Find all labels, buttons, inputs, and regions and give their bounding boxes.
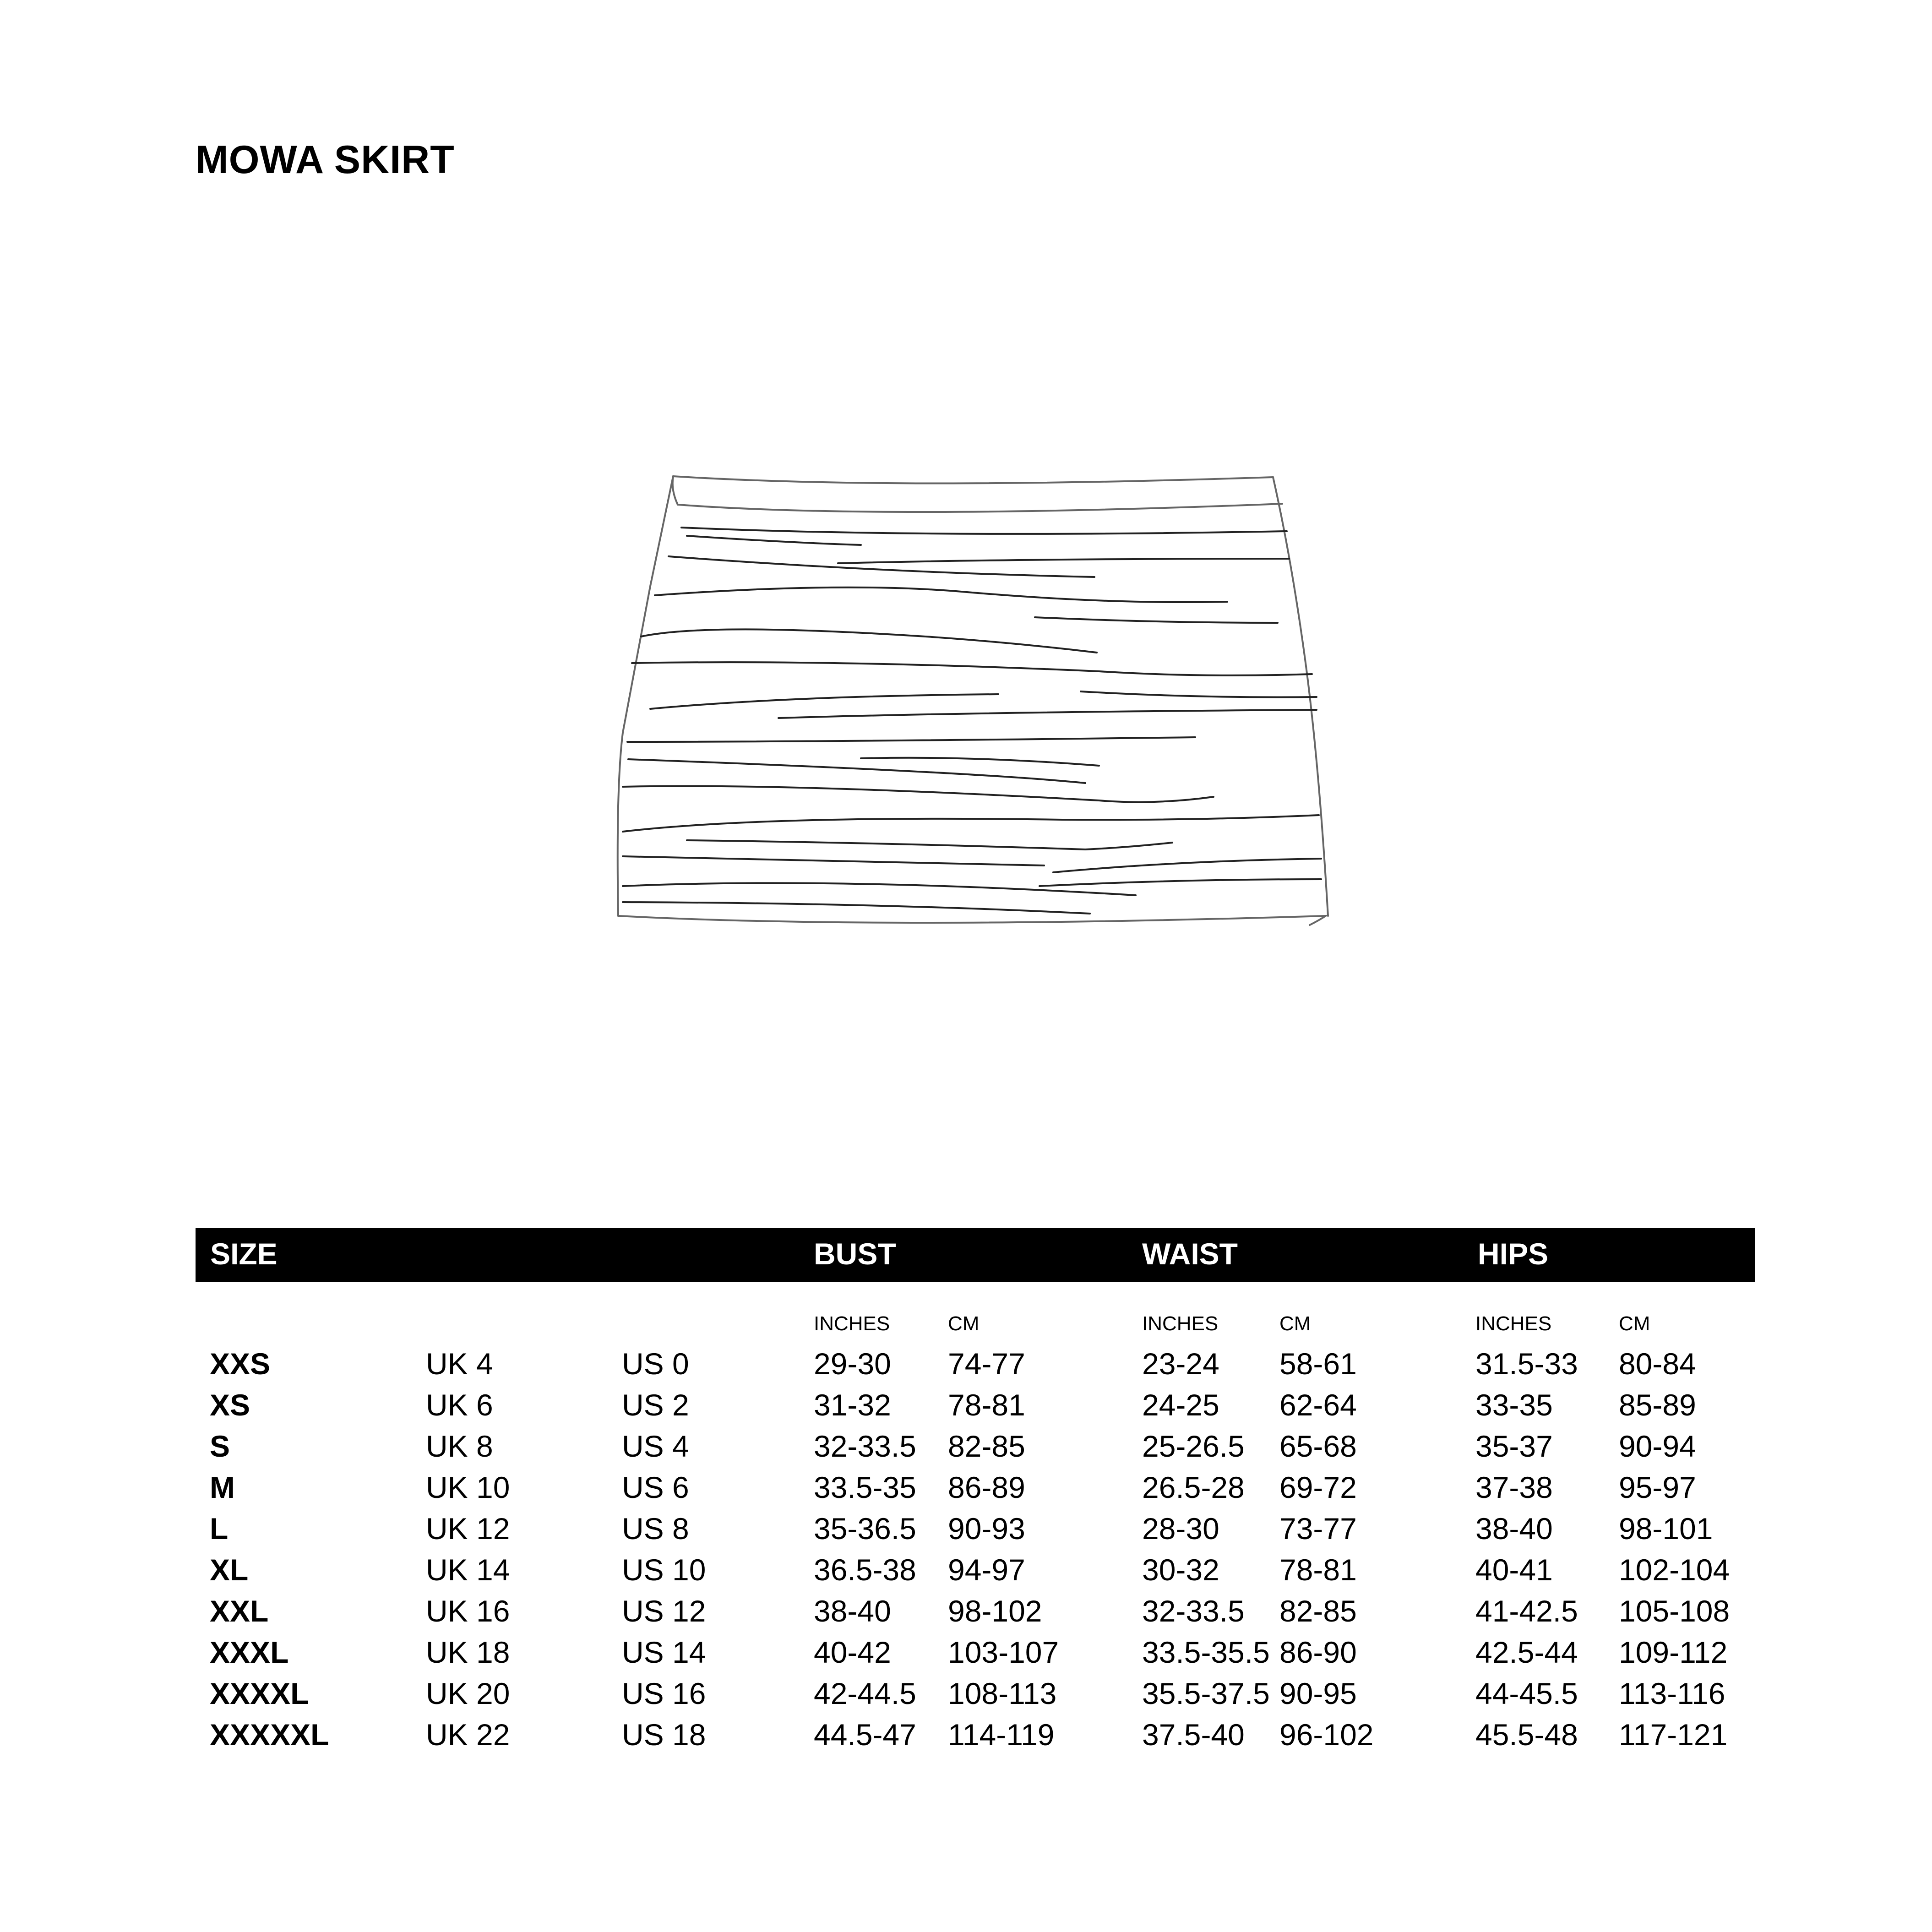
cell-waist-cm: 58-61 [1279,1347,1357,1381]
cell-size: M [210,1470,235,1504]
cell-waist-inches: 23-24 [1142,1347,1219,1381]
cell-size: XXXL [210,1635,289,1669]
cell-waist-inches: 35.5-37.5 [1142,1676,1270,1710]
cell-hips-inches: 35-37 [1475,1429,1553,1463]
cell-bust-cm: 90-93 [948,1512,1025,1546]
cell-size: XXXXL [210,1676,309,1710]
cell-bust-cm: 74-77 [948,1347,1025,1381]
cell-size: XL [210,1553,249,1587]
cell-hips-cm: 95-97 [1619,1470,1696,1504]
cell-hips-inches: 41-42.5 [1475,1594,1578,1628]
cell-hips-inches: 38-40 [1475,1512,1553,1546]
table-row [0,1346,1932,1388]
subheader-hips-inches: INCHES [1475,1312,1552,1335]
cell-size: XXL [210,1594,269,1628]
cell-uk: UK 22 [426,1718,510,1752]
header-size: SIZE [210,1237,278,1271]
cell-waist-cm: 62-64 [1279,1388,1357,1422]
cell-bust-cm: 108-113 [948,1676,1057,1710]
cell-hips-cm: 80-84 [1619,1347,1696,1381]
cell-uk: UK 18 [426,1635,510,1669]
cell-hips-inches: 37-38 [1475,1470,1553,1504]
subheader-bust-cm: CM [948,1312,980,1335]
cell-waist-inches: 26.5-28 [1142,1470,1245,1504]
cell-us: US 16 [622,1676,706,1710]
cell-us: US 12 [622,1594,706,1628]
cell-hips-inches: 44-45.5 [1475,1676,1578,1710]
cell-waist-inches: 28-30 [1142,1512,1219,1546]
cell-bust-cm: 98-102 [948,1594,1042,1628]
cell-us: US 8 [622,1512,689,1546]
cell-bust-inches: 36.5-38 [814,1553,916,1587]
cell-waist-cm: 69-72 [1279,1470,1357,1504]
subheader-waist-inches: INCHES [1142,1312,1219,1335]
cell-hips-inches: 33-35 [1475,1388,1553,1422]
cell-waist-inches: 25-26.5 [1142,1429,1245,1463]
cell-hips-inches: 40-41 [1475,1553,1553,1587]
cell-bust-inches: 42-44.5 [814,1676,916,1710]
cell-bust-inches: 32-33.5 [814,1429,916,1463]
size-chart-header [196,1228,1755,1282]
header-bust: BUST [814,1237,896,1271]
table-row [0,1429,1932,1470]
cell-bust-inches: 29-30 [814,1347,891,1381]
cell-hips-inches: 42.5-44 [1475,1635,1578,1669]
skirt-sketch-illustration [604,467,1346,943]
cell-waist-cm: 86-90 [1279,1635,1357,1669]
cell-size: L [210,1512,229,1546]
cell-uk: UK 6 [426,1388,493,1422]
cell-hips-cm: 98-101 [1619,1512,1713,1546]
cell-uk: UK 10 [426,1470,510,1504]
cell-waist-inches: 30-32 [1142,1553,1219,1587]
cell-waist-cm: 82-85 [1279,1594,1357,1628]
page-title: MOWA SKIRT [196,138,455,182]
cell-hips-cm: 90-94 [1619,1429,1696,1463]
cell-waist-inches: 37.5-40 [1142,1718,1245,1752]
cell-us: US 2 [622,1388,689,1422]
cell-waist-cm: 90-95 [1279,1676,1357,1710]
table-row [0,1552,1932,1594]
cell-bust-inches: 44.5-47 [814,1718,916,1752]
cell-bust-inches: 31-32 [814,1388,891,1422]
cell-waist-cm: 96-102 [1279,1718,1374,1752]
table-row [0,1717,1932,1758]
header-waist: WAIST [1142,1237,1238,1271]
cell-waist-inches: 32-33.5 [1142,1594,1245,1628]
cell-us: US 4 [622,1429,689,1463]
cell-hips-cm: 113-116 [1619,1676,1725,1710]
header-hips: HIPS [1478,1237,1549,1271]
cell-bust-inches: 38-40 [814,1594,891,1628]
cell-size: XXS [210,1347,271,1381]
cell-uk: UK 16 [426,1594,510,1628]
cell-hips-cm: 109-112 [1619,1635,1728,1669]
table-row [0,1635,1932,1676]
cell-uk: UK 14 [426,1553,510,1587]
subheader-waist-cm: CM [1279,1312,1311,1335]
table-row [0,1676,1932,1717]
cell-hips-cm: 105-108 [1619,1594,1730,1628]
cell-bust-cm: 86-89 [948,1470,1025,1504]
cell-us: US 10 [622,1553,706,1587]
cell-hips-cm: 117-121 [1619,1718,1728,1752]
table-row [0,1511,1932,1552]
cell-waist-cm: 78-81 [1279,1553,1357,1587]
cell-bust-inches: 40-42 [814,1635,891,1669]
cell-size: S [210,1429,230,1463]
cell-hips-cm: 102-104 [1619,1553,1730,1587]
cell-uk: UK 4 [426,1347,493,1381]
cell-uk: UK 20 [426,1676,510,1710]
cell-waist-cm: 73-77 [1279,1512,1357,1546]
cell-uk: UK 12 [426,1512,510,1546]
cell-bust-cm: 114-119 [948,1718,1055,1752]
table-row [0,1470,1932,1511]
subheader-bust-inches: INCHES [814,1312,890,1335]
subheader-hips-cm: CM [1619,1312,1650,1335]
cell-waist-inches: 33.5-35.5 [1142,1635,1270,1669]
cell-us: US 18 [622,1718,706,1752]
cell-waist-cm: 65-68 [1279,1429,1357,1463]
cell-bust-cm: 103-107 [948,1635,1059,1669]
cell-hips-cm: 85-89 [1619,1388,1696,1422]
cell-size: XS [210,1388,250,1422]
cell-us: US 14 [622,1635,706,1669]
table-row [0,1594,1932,1635]
cell-bust-inches: 33.5-35 [814,1470,916,1504]
cell-bust-cm: 94-97 [948,1553,1025,1587]
cell-uk: UK 8 [426,1429,493,1463]
cell-hips-inches: 31.5-33 [1475,1347,1578,1381]
table-row [0,1388,1932,1429]
cell-us: US 6 [622,1470,689,1504]
cell-us: US 0 [622,1347,689,1381]
cell-bust-inches: 35-36.5 [814,1512,916,1546]
cell-bust-cm: 82-85 [948,1429,1025,1463]
cell-hips-inches: 45.5-48 [1475,1718,1578,1752]
cell-size: XXXXXL [210,1718,329,1752]
cell-waist-inches: 24-25 [1142,1388,1219,1422]
cell-bust-cm: 78-81 [948,1388,1025,1422]
